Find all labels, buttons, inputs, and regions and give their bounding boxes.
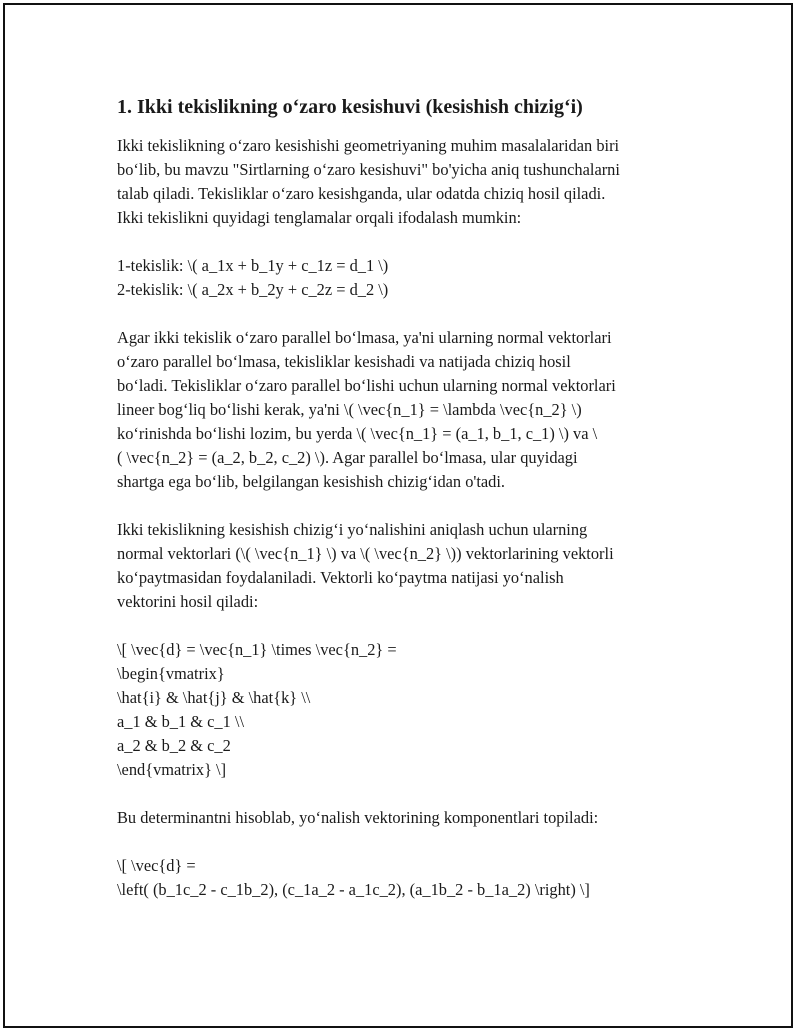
text-line: vektorini hosil qiladi: — [117, 592, 259, 611]
text-line: ko‘paytmasidan foydalaniladi. Vektorli ko‘paytma natijasi yo‘nalish — [117, 568, 564, 587]
text-line: Agar ikki tekislik o‘zaro parallel bo‘lmasa, ya'ni ularning normal vektorlari — [117, 328, 612, 347]
paragraph-parallel-condition — [117, 326, 697, 494]
cross-product-formula — [117, 638, 697, 782]
formula-line: a_1 & b_1 & c_1 \\ — [117, 712, 245, 731]
document-body — [117, 94, 697, 902]
paragraph-intro — [117, 134, 697, 230]
text-line: Bu determinantni hisoblab, yo‘nalish vektorining komponentlari topiladi: — [117, 808, 599, 827]
text-line: Ikki tekislikning o‘zaro kesishishi geometriyaning muhim masalalaridan biri — [117, 136, 620, 155]
formula-line: \end{vmatrix} \] — [117, 760, 227, 779]
text-line: talab qiladi. Tekisliklar o‘zaro kesishganda, ular odatda chiziq hosil qiladi. — [117, 184, 606, 203]
text-line: Ikki tekislikning kesishish chizig‘i yo‘nalishini aniqlash uchun ularning — [117, 520, 588, 539]
paragraph-direction-vector — [117, 518, 697, 614]
formula-line: a_2 & b_2 & c_2 — [117, 736, 231, 755]
plane-equations — [117, 254, 697, 302]
document-title: 1. Ikki tekislikning o‘zaro kesishuvi (kesishish chizig‘i) — [117, 96, 583, 118]
text-line: bo‘ladi. Tekisliklar o‘zaro parallel bo‘lishi uchun ularning normal vektorlari — [117, 376, 616, 395]
equation-line: 2-tekislik: \( a_2x + b_2y + c_2z = d_2 \) — [117, 280, 389, 299]
text-line: bo‘lib, bu mavzu "Sirtlarning o‘zaro kesishuvi" bo'yicha aniq tushunchalarni — [117, 160, 620, 179]
formula-line: \[ \vec{d} = — [117, 856, 196, 875]
text-line: shartga ega bo‘lib, belgilangan kesishish chizig‘idan o'tadi. — [117, 472, 506, 491]
text-line: lineer bog‘liq bo‘lishi kerak, ya'ni \( \vec{n_1} = \lambda \vec{n_2} \) — [117, 400, 582, 419]
text-line: ( \vec{n_2} = (a_2, b_2, c_2) \). Agar parallel bo‘lmasa, ular quyidagi — [117, 448, 578, 467]
text-line: normal vektorlari (\( \vec{n_1} \) va \( \vec{n_2} \)) vektorlarining vektorli — [117, 544, 614, 563]
paragraph-determinant — [117, 806, 697, 830]
formula-line: \[ \vec{d} = \vec{n_1} \times \vec{n_2} = — [117, 640, 397, 659]
formula-line: \hat{i} & \hat{j} & \hat{k} \\ — [117, 688, 311, 707]
formula-line: \left( (b_1c_2 - c_1b_2), (c_1a_2 - a_1c_2), (a_1b_2 - b_1a_2) \right) \] — [117, 880, 590, 899]
direction-components-formula — [117, 854, 697, 902]
text-line: ko‘rinishda bo‘lishi lozim, bu yerda \( \vec{n_1} = (a_1, b_1, c_1) \) va \ — [117, 424, 598, 443]
equation-line: 1-tekislik: \( a_1x + b_1y + c_1z = d_1 \) — [117, 256, 389, 275]
text-line: o‘zaro parallel bo‘lmasa, tekisliklar kesishadi va natijada chiziq hosil — [117, 352, 571, 371]
text-line: Ikki tekislikni quyidagi tenglamalar orqali ifodalash mumkin: — [117, 208, 522, 227]
formula-line: \begin{vmatrix} — [117, 664, 225, 683]
